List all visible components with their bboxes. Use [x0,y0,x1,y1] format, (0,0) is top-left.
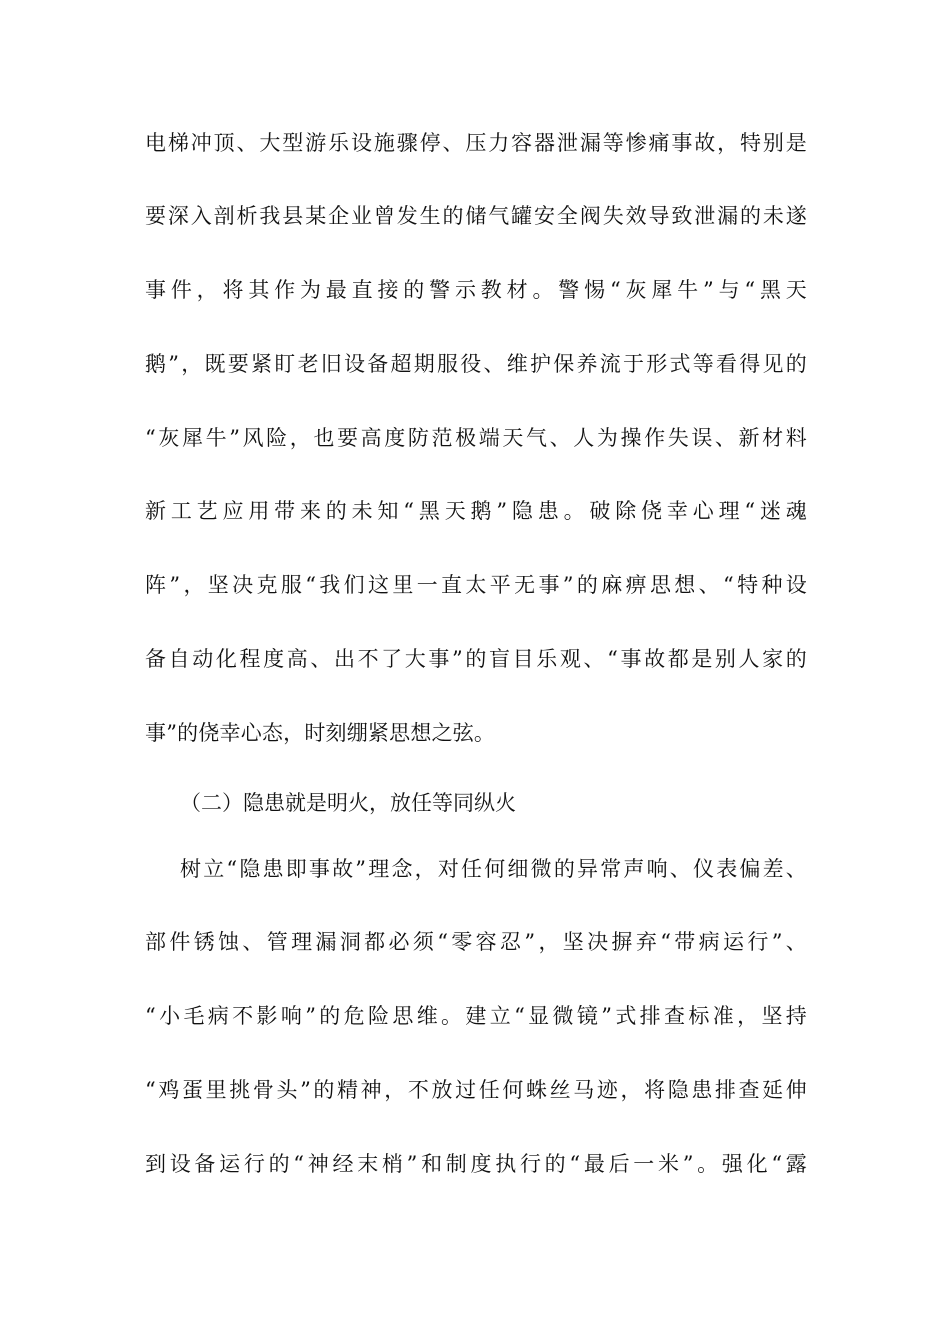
paragraph-2-line-2: 部件锈蚀、管理漏洞都必须“零容忍”，坚决摒弃“带病运行”、 [145,930,807,954]
paragraph-2-line-1: 树立“隐患即事故”理念，对任何细微的异常声响、仪表偏差、 [180,857,807,881]
paragraph-1-line-2: 要深入剖析我县某企业曾发生的储气罐安全阀失效导致泄漏的未遂 [145,204,807,228]
paragraph-1-line-3: 事件，将其作为最直接的警示教材。警惕“灰犀牛”与“黑天 [145,278,807,302]
paragraph-1-line-1: 电梯冲顶、大型游乐设施骤停、压力容器泄漏等惨痛事故，特别是 [145,131,807,155]
paragraph-1-line-5: “灰犀牛”风险，也要高度防范极端天气、人为操作失误、新材料 [145,426,807,450]
paragraph-1-line-4: 鹅”，既要紧盯老旧设备超期服役、维护保养流于形式等看得见的 [145,352,807,376]
paragraph-1-line-8: 备自动化程度高、出不了大事”的盲目乐观、“事故都是别人家的 [145,647,807,671]
paragraph-1-line-7: 阵”，坚决克服“我们这里一直太平无事”的麻痹思想、“特种设 [145,573,807,597]
paragraph-1-line-9: 事”的侥幸心态，时刻绷紧思想之弦。 [145,721,496,745]
paragraph-2-line-4: “鸡蛋里挑骨头”的精神，不放过任何蛛丝马迹，将隐患排查延伸 [145,1078,807,1102]
paragraph-2-line-5: 到设备运行的“神经末梢”和制度执行的“最后一米”。强化“露 [145,1152,807,1176]
section-heading: （二）隐患就是明火，放任等同纵火 [180,791,516,815]
paragraph-2-line-3: “小毛病不影响”的危险思维。建立“显微镜”式排查标准，坚持 [145,1004,807,1028]
paragraph-1-line-6: 新工艺应用带来的未知“黑天鹅”隐患。破除侥幸心理“迷魂 [145,499,807,523]
